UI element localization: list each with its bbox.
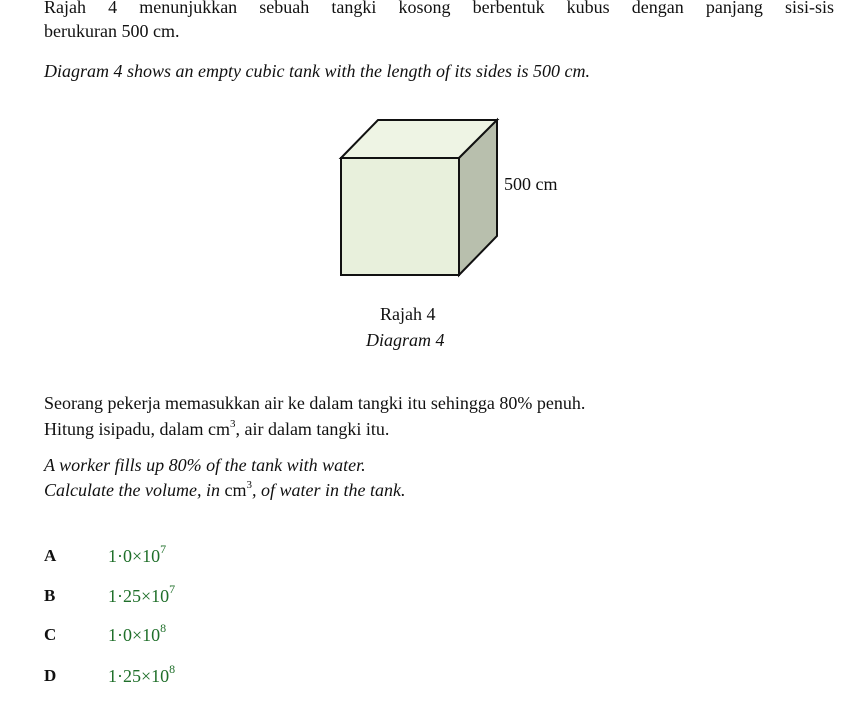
option-c-mantissa: 1·0×10 (108, 625, 161, 645)
question-english-text: Calculate the volume, in (44, 480, 225, 500)
diagram-caption-english: Diagram 4 (366, 330, 445, 350)
question-malay-line2 (44, 419, 389, 440)
option-c-exponent: 8 (160, 621, 167, 635)
option-b-mantissa: 1·25×10 (108, 586, 170, 606)
option-d-value[interactable] (108, 662, 176, 687)
option-d-exponent: 8 (169, 662, 176, 676)
option-d-letter[interactable]: D (44, 666, 57, 685)
option-a-letter[interactable]: A (44, 546, 57, 565)
intro-malay-line1: Rajah 4 menunjukkan sebuah tangki kosong berbentuk kubus dengan panjang sisi-sis (44, 0, 834, 17)
intro-malay-line2: berukuran 500 cm. (44, 21, 180, 41)
question-malay-text: Hitung isipadu, dalam cm (44, 419, 230, 439)
intro-english: Diagram 4 shows an empty cubic tank with the length of its sides is 500 cm. (44, 61, 590, 81)
intro-malay (44, 0, 834, 43)
option-b-value[interactable] (108, 582, 176, 607)
option-b-letter[interactable]: B (44, 586, 56, 605)
diagram-caption-malay: Rajah 4 (380, 304, 436, 324)
option-d-mantissa: 1·25×10 (108, 666, 170, 686)
cube-side-label: 500 cm (504, 174, 558, 194)
question-malay-text-end: , air dalam tangki itu. (235, 419, 390, 439)
option-c-value[interactable] (108, 621, 167, 646)
cube-front-face (341, 158, 459, 275)
question-english-unit: cm (224, 480, 247, 500)
option-c-letter[interactable]: C (44, 625, 57, 644)
question-english-text-end: , of water in the tank. (251, 480, 406, 500)
cube-diagram (330, 112, 590, 282)
option-a-value[interactable] (108, 542, 167, 567)
option-a-exponent: 7 (160, 542, 167, 556)
question-malay-line1: Seorang pekerja memasukkan air ke dalam tangki itu sehingga 80% penuh. (44, 393, 586, 413)
option-a-mantissa: 1·0×10 (108, 546, 161, 566)
question-english-line2 (44, 480, 405, 501)
question-english-exponent: 3 (246, 479, 252, 491)
question-english-line1: A worker fills up 80% of the tank with water. (44, 455, 366, 475)
option-b-exponent: 7 (169, 582, 176, 596)
question-malay-exponent: 3 (229, 418, 236, 430)
